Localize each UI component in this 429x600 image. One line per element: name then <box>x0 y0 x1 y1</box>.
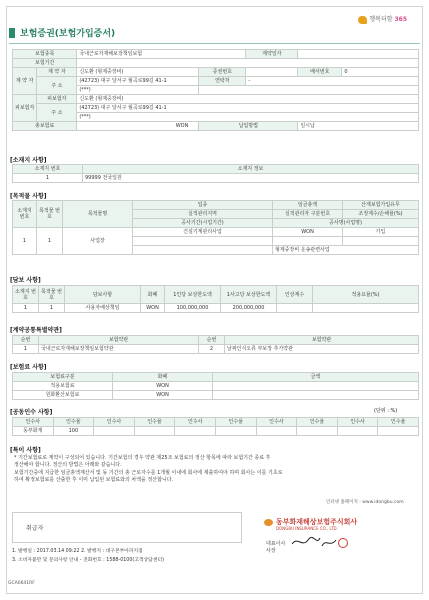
cov-item-header: 담보사항 <box>65 286 141 304</box>
obj-name-header: 목적물명 <box>63 201 133 228</box>
issue-info-line1: 1. 발행일 : 2017.03.14 09:22 2. 발행지 : 대구본부아파지점 <box>12 549 143 554</box>
clauses-table <box>12 335 419 354</box>
coverage-section-title: [담보 사항] <box>10 277 41 284</box>
company-logo-icon <box>264 519 273 526</box>
objects-table <box>12 200 419 255</box>
insured-name: 신도환 (형제중장비) <box>77 95 419 104</box>
obj-join2-header: 조정계수/손해율(%) <box>343 210 419 219</box>
objects-section-title: [목적물 사항] <box>10 193 47 200</box>
obj-work-value: 형제중장비 운송관련사업 <box>273 246 419 255</box>
contractor-name: 신도환 (형제중장비) <box>77 68 199 77</box>
contractor-section-label: 계 약 자 <box>13 68 37 95</box>
company-name-en: DONGBU INSURANCE CO., LTD. <box>276 526 338 531</box>
obj-no-header: 목적물 번호 <box>37 201 63 228</box>
premium-cur-header: 화폐 <box>113 373 213 382</box>
location-info-header: 소재지 정보 <box>83 165 419 174</box>
premium-krw-cur: WON <box>113 391 213 400</box>
insured-name-label: 피보험자 <box>37 95 77 104</box>
obj-amount-header: 공사명(사업명) <box>273 219 419 228</box>
cov-loc-header: 소재지 번호 <box>13 286 39 304</box>
location-section-title: [소재지 사항] <box>10 157 47 164</box>
insured-section-label: 피보험자 <box>13 95 37 122</box>
special-line: 정산해야 합니다. 정산의 방법은 아래와 같습니다. <box>14 462 122 469</box>
handler-label: 취급자 <box>26 525 44 532</box>
pay-method-label: 납입방법 <box>199 122 298 131</box>
document-title-bar <box>9 26 249 41</box>
issue-info-line2: 3. 소비자불만 및 문의사항 안내 - 전화번호 : 1588-0100(고객상담센터) <box>12 558 164 563</box>
cov-limit2-header: 1사고당 보상한도액 <box>221 286 277 304</box>
location-table <box>12 164 419 183</box>
premium-total-unit: WON <box>77 122 199 131</box>
cov-limit1-header: 1인당 보상한도액 <box>165 286 221 304</box>
ceo-signature-icon <box>290 534 340 550</box>
obj-wage-unit: WON <box>273 228 343 237</box>
period-label: 보험기간 <box>13 59 77 68</box>
obj-industry-header: 실적관리지역 <box>133 210 273 219</box>
coinsurance-unit: (단위 : %) <box>374 408 398 414</box>
cov-obj-header: 목적물 번호 <box>39 286 65 304</box>
obj-wage2-header: 실적관리자 구분번호 <box>273 210 343 219</box>
coins-rate: 100 <box>53 427 94 436</box>
special-section-title: [특이 사항] <box>10 447 41 454</box>
coins-company-header: 인수사 <box>256 418 297 427</box>
coins-rate-header: 인수율 <box>215 418 256 427</box>
location-no: 1 <box>13 174 83 183</box>
obj-join-value: 가입 <box>343 228 419 237</box>
location-info: 99999 전국일원 <box>83 174 419 183</box>
cov-loc-value: 1 <box>13 304 39 313</box>
premium-applied-cur: WON <box>113 382 213 391</box>
obj-join-header: 산재보험가입유무 <box>343 201 419 210</box>
representative-label: 대표이사 <box>266 541 286 547</box>
policy-table <box>12 49 419 131</box>
cov-limit1-value: 100,000,000 <box>165 304 221 313</box>
clause-no2-header: 순번 <box>199 336 225 345</box>
coins-rate-header: 인수율 <box>134 418 175 427</box>
cov-cur-value: WON <box>141 304 165 313</box>
contractor-address-label: 주 소 <box>37 77 77 95</box>
clause-name2: 날짜인식오류 부보장 추가약관 <box>225 345 419 354</box>
obj-business-header: 업종 <box>133 201 273 210</box>
contact-label: 연락처 <box>199 77 246 86</box>
obj-name-value: 사업장 <box>63 228 133 255</box>
cov-rate-header: 적용요율(%) <box>313 286 419 304</box>
company-seal-icon <box>338 538 348 548</box>
obj-wage-header: 임금총액 <box>273 201 343 210</box>
coverage-table <box>12 285 419 313</box>
company-name: 동부화재해상보험주식회사 <box>276 518 358 526</box>
obj-business-value: 건설기계관리사업 <box>133 228 273 237</box>
document-title: 보험증권(보험가입증서) <box>20 29 116 39</box>
coins-rate-header: 인수율 <box>53 418 94 427</box>
coins-company: 동부화재 <box>13 427 54 436</box>
title-marker <box>9 28 15 38</box>
brand-logo: 행복더함 365 <box>358 14 407 24</box>
contract-date-value <box>298 50 419 59</box>
location-no-header: 소재지 번호 <box>13 165 83 174</box>
cov-cur-header: 화폐 <box>141 286 165 304</box>
product-value: 국내근로자재해보장책임보험 <box>77 50 246 59</box>
contractor-address-line1: (42723) 대구 달서구 월곡로99길 41-1 <box>77 77 199 86</box>
obj-period-header: 공사기간(시업기간) <box>133 219 273 228</box>
clause-no2: 2 <box>199 345 225 354</box>
premium-section-title: [보험료 사항] <box>10 364 47 371</box>
period-value <box>77 59 419 68</box>
bizno-value <box>246 68 298 77</box>
contractor-address-line2: (***) <box>77 86 199 95</box>
special-notes <box>14 455 414 485</box>
clause-no-header: 순번 <box>13 336 39 345</box>
obj-no-value: 1 <box>37 228 63 255</box>
clauses-section-title: [계약공통특별약관] <box>10 327 62 334</box>
contractor-name-label: 계 약 자 <box>37 68 77 77</box>
clause-name: 국내근로자재해보장책임보험약관 <box>39 345 199 354</box>
special-line: 보험기간중에 지급한 임금총액계산서 및 동 기간의 총 근로자수를 1개월 이내에 회사에 제출하여야 하며 회사는 이를 기초로 <box>14 469 283 476</box>
title-rule <box>9 43 420 44</box>
cov-obj-value: 1 <box>39 304 65 313</box>
premium-amt-header: 금액 <box>213 373 419 382</box>
serial-value: 0 <box>342 68 419 77</box>
insured-address-line1: (42723) 대구 달서구 월곡로99길 41-1 <box>77 104 419 113</box>
bizno-label: 증권번호 <box>199 68 246 77</box>
representative-title: 사장 <box>266 548 276 554</box>
special-line: * 기간보험료로 계약이 구성되어 있습니다. 기간보험의 경우 약관 제25조 보험료의 정산 항목에 따라 보험기간 종료 후 <box>14 455 271 461</box>
serial-label: 배서번호 <box>298 68 342 77</box>
premium-total-label: 총보험료 <box>13 122 77 131</box>
premium-kind-header: 보험료구분 <box>13 373 113 382</box>
homepage-text: 인터넷 홈페이지 : www.idongbu.com <box>326 500 404 505</box>
pay-method-value: 일시납 <box>298 122 419 131</box>
special-line: 하여 확정보험료를 산출한 후 이미 납입된 보험료와의 차액을 정산합니다. <box>14 477 174 484</box>
obj-loc-value: 1 <box>13 228 37 255</box>
insured-address-line2: (***) <box>77 113 419 122</box>
heart-icon <box>358 16 367 24</box>
cov-count-header: 인상계수 <box>277 286 313 304</box>
coins-company-header: 인수사 <box>175 418 216 427</box>
coins-company-header: 인수사 <box>337 418 378 427</box>
premium-table <box>12 372 419 400</box>
contact-value: - <box>246 77 419 86</box>
handler-sign-box <box>12 512 242 543</box>
coinsurance-section-title: [공동인수 사항] <box>10 409 53 416</box>
obj-loc-header: 소재지 번호 <box>13 201 37 228</box>
premium-applied-label: 적용보험료 <box>13 382 113 391</box>
coins-rate-header: 인수율 <box>297 418 338 427</box>
insured-address-label: 주 소 <box>37 104 77 122</box>
form-id: GCA0641RF <box>8 581 35 586</box>
clause-name2-header: 보험약관 <box>225 336 419 345</box>
cov-limit2-value: 200,000,000 <box>221 304 277 313</box>
coins-company-header: 인수사 <box>13 418 54 427</box>
clause-no: 1 <box>13 345 39 354</box>
premium-krw-label: 원화환산보험료 <box>13 391 113 400</box>
cov-item-value: 사용자배상책임 <box>65 304 141 313</box>
coinsurance-table <box>12 417 419 436</box>
product-label: 보험종목 <box>13 50 77 59</box>
clause-name-header: 보험약관 <box>39 336 199 345</box>
coins-company-header: 인수사 <box>94 418 135 427</box>
coins-rate-header: 인수율 <box>378 418 419 427</box>
contract-date-label: 계약일자 <box>246 50 298 59</box>
